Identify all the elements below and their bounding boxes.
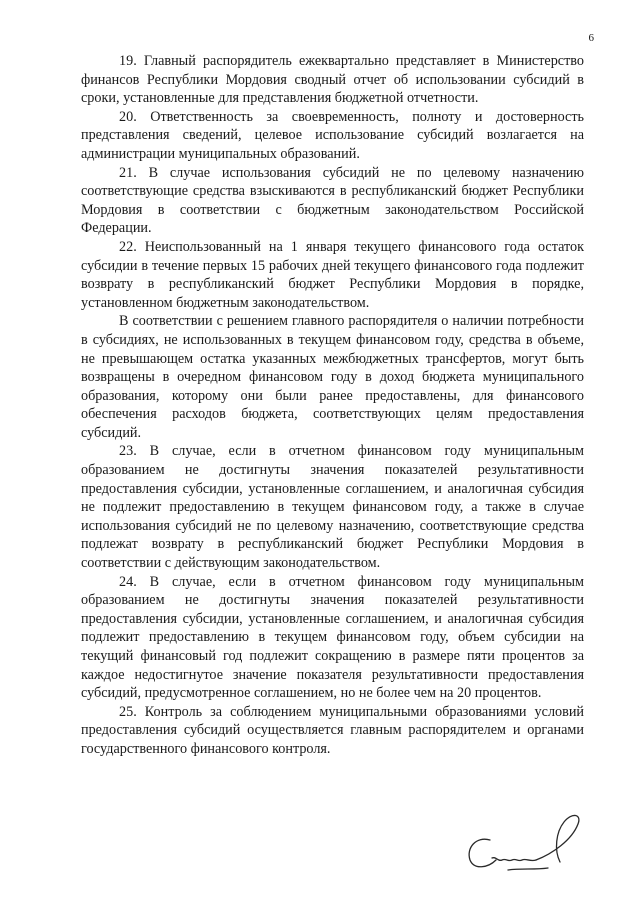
paragraph-20: 20. Ответственность за своевременность, полноту и достоверность представления сведений, целевое использование субсидий возлагается на администрации муниципальных образований.: [81, 108, 584, 162]
paragraph-25: 25. Контроль за соблюдением муниципальными образованиями условий предоставления субсидий осуществляется главным распорядителем и органами государственного финансового контроля.: [81, 703, 584, 757]
paragraph-22-continuation: В соответствии с решением главного распорядителя о наличии потребности в субсидиях, не использованных в текущем финансовом году, средства в объеме, не превышающем остатка указанных межбюджетных трансфертов, могут быть возвращены в очередном финансовом году в доход бюджета муниципального образования, которому они были ранее предоставлены, для финансового обеспечения расходов бюджета, соответствующих целям предоставления субсидий.: [81, 313, 584, 441]
paragraph-21: 21. В случае использования субсидий не по целевому назначению соответствующие средства взыскиваются в республиканский бюджет Республики Мордовия в соответствии с бюджетным законодательством Российской Федерации.: [81, 164, 584, 237]
paragraph-23: 23. В случае, если в отчетном финансовом году муниципальным образованием не достигнуты значения показателей результативности предоставления субсидии, установленные соглашением, и аналогичная субсидия не подлежит предоставлению в текущем финансовом году, а также в случае использования субсидий не по целевому назначению, соответствующие средства подлежат возврату в республиканский бюджет Республики Мордовия в соответствии с действующим законодательством.: [81, 443, 584, 572]
page-number: 6: [588, 32, 594, 44]
paragraph-22: 22. Неиспользованный на 1 января текущего финансового года остаток субсидии в течение первых 15 рабочих дней текущего финансового года подлежит возврату в республиканский бюджет Республики Мордовия в порядке, установленном бюджетным законодательством.: [81, 238, 584, 311]
document-body: [81, 52, 584, 759]
signature: [452, 810, 602, 890]
paragraph-19: 19. Главный распорядитель ежеквартально представляет в Министерство финансов Республики Мордовия сводный отчет об использовании субсидий в сроки, установленные для представления бюджетной отчетности.: [81, 53, 584, 107]
paragraph-24: 24. В случае, если в отчетном финансовом году муниципальным образованием не достигнуты значения показателей результативности предоставления субсидии, установленные соглашением, и аналогичная субсидия подлежит предоставлению в текущем финансовом году, объем субсидии на текущий финансовый год подлежит сокращению в размере пяти процентов за каждое недостигнутое значение показателя результативности предоставления субсидий, предусмотренное соглашением, но не более чем на 20 процентов.: [81, 573, 584, 702]
